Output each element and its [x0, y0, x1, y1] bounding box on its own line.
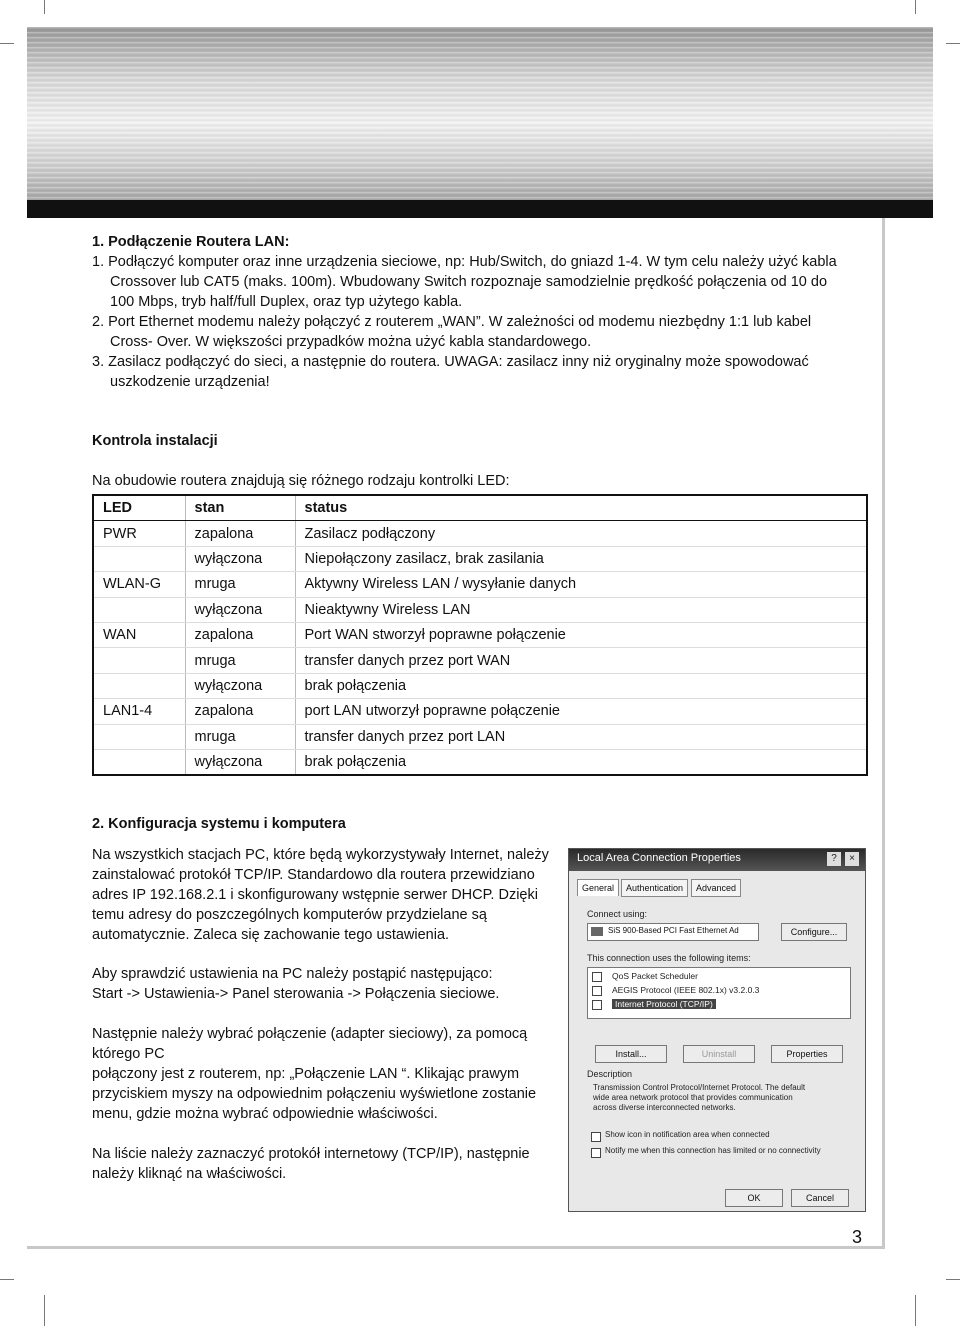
tab-authentication: Authentication [621, 879, 688, 897]
table-row [93, 699, 867, 724]
items-label: This connection uses the following items: [587, 953, 751, 963]
table-cell [93, 749, 185, 775]
table-cell: WLAN-G [93, 572, 185, 597]
properties-button: Properties [771, 1045, 843, 1063]
section2-para1-line: temu adresy do poszczególnych komputerów przydzielane są [92, 907, 487, 923]
table-cell: Port WAN stworzył poprawne połączenie [295, 622, 867, 647]
section1-line: 100 Mbps, tryb half/full Duplex, oraz typ użytego kabla. [110, 294, 463, 310]
crop-mark [946, 43, 960, 44]
section2-heading: 2. Konfiguracja systemu i komputera [92, 816, 346, 832]
table-cell: brak połączenia [295, 673, 867, 698]
configure-button: Configure... [781, 923, 847, 941]
crop-mark [0, 43, 14, 44]
section2-para4-line: Na liście należy zaznaczyć protokół internetowy (TCP/IP), następnie [92, 1146, 530, 1162]
section1-line: 3. Zasilacz podłączyć do sieci, a następnie do routera. UWAGA: zasilacz inny niż oryginalny może spowodować [92, 354, 809, 370]
checkbox-icon [592, 986, 602, 996]
table-cell [93, 673, 185, 698]
list-item-selected: Internet Protocol (TCP/IP) [612, 999, 716, 1009]
checkbox-icon [591, 1132, 601, 1142]
table-header-cell: status [295, 495, 867, 521]
table-cell: wyłączona [185, 673, 295, 698]
table-cell: wyłączona [185, 597, 295, 622]
description-line: across diverse interconnected networks. [593, 1103, 736, 1112]
checkbox-icon [591, 1148, 601, 1158]
uninstall-button: Uninstall [683, 1045, 755, 1063]
table-cell: brak połączenia [295, 749, 867, 775]
table-cell: transfer danych przez port LAN [295, 724, 867, 749]
table-cell: mruga [185, 648, 295, 673]
table-cell: zapalona [185, 521, 295, 546]
table-header-cell: LED [93, 495, 185, 521]
table-cell: Zasilacz podłączony [295, 521, 867, 546]
kontrola-heading: Kontrola instalacji [92, 433, 218, 449]
checkbox-icon [592, 972, 602, 982]
table-cell: mruga [185, 572, 295, 597]
led-table [92, 494, 868, 776]
section2-para3-line: którego PC [92, 1046, 165, 1062]
table-cell: zapalona [185, 699, 295, 724]
frame-right [882, 218, 885, 1248]
help-icon: ? [827, 852, 841, 866]
table-cell: Niepołączony zasilacz, brak zasilania [295, 546, 867, 571]
connection-properties-dialog [568, 848, 866, 1212]
network-card-icon [591, 927, 603, 936]
section1-line: Cross- Over. W większości przypadków można użyć kabla standardowego. [110, 334, 592, 350]
frame-bottom [27, 1246, 885, 1249]
crop-mark [0, 1279, 14, 1280]
table-row [93, 622, 867, 647]
kontrola-intro: Na obudowie routera znajdują się różnego rodzaju kontrolki LED: [92, 473, 510, 489]
table-cell: transfer danych przez port WAN [295, 648, 867, 673]
table-cell: WAN [93, 622, 185, 647]
section1-line: uszkodzenie urządzenia! [110, 374, 270, 390]
table-cell: PWR [93, 521, 185, 546]
crop-mark [915, 1295, 916, 1326]
table-cell: port LAN utworzył poprawne połączenie [295, 699, 867, 724]
crop-mark [915, 0, 916, 14]
section2-para2-line: Start -> Ustawienia-> Panel sterowania -> Połączenia sieciowe. [92, 986, 500, 1002]
crop-mark [44, 1295, 45, 1326]
connect-using-label: Connect using: [587, 909, 648, 919]
items-list [587, 967, 851, 1019]
table-row [93, 572, 867, 597]
crop-mark [44, 0, 45, 14]
close-icon: × [845, 852, 859, 866]
table-cell [93, 724, 185, 749]
section2-para1-line: automatycznie. Zaleca się zachowanie tego ustawienia. [92, 927, 450, 943]
table-row [93, 749, 867, 775]
section2-para3-line: połączony jest z routerem, np: „Połączenie LAN “. Klikając prawym [92, 1066, 520, 1082]
show-icon-option: Show icon in notification area when connected [605, 1130, 770, 1139]
ok-button: OK [725, 1189, 783, 1207]
table-row [93, 724, 867, 749]
table-row [93, 521, 867, 546]
table-cell: zapalona [185, 622, 295, 647]
checkbox-icon [592, 1000, 602, 1010]
section2-para4-line: należy kliknąć na właściwości. [92, 1166, 287, 1182]
table-cell: wyłączona [185, 749, 295, 775]
table-cell: wyłączona [185, 546, 295, 571]
table-cell [93, 648, 185, 673]
section2-para3-line: przyciskiem myszy na odpowiednim połączeniu wyświetlone zostanie [92, 1086, 537, 1102]
tab-advanced: Advanced [691, 879, 741, 897]
section1-line: 1. Podłączyć komputer oraz inne urządzenia sieciowe, np: Hub/Switch, do gniazd 1-4. W tym celu należy użyć kabla [92, 254, 837, 270]
table-row [93, 673, 867, 698]
description-line: wide area network protocol that provides communication [593, 1093, 793, 1102]
table-cell: mruga [185, 724, 295, 749]
crop-mark [946, 1279, 960, 1280]
section2-para2-line: Aby sprawdzić ustawienia na PC należy postąpić następująco: [92, 966, 493, 982]
dialog-title-bar [569, 849, 865, 871]
table-cell: Aktywny Wireless LAN / wysyłanie danych [295, 572, 867, 597]
section1-line: 2. Port Ethernet modemu należy połączyć z routerem „WAN”. W zależności od modemu niezbędny 1:1 lub kabel [92, 314, 812, 330]
table-row [93, 546, 867, 571]
section2-para3-line: menu, gdzie można wybrać odpowiednie właściwości. [92, 1106, 438, 1122]
adapter-name: SiS 900-Based PCI Fast Ethernet Ad [608, 926, 739, 935]
cancel-button: Cancel [791, 1189, 849, 1207]
section2-para3-line: Następnie należy wybrać połączenie (adapter sieciowy), za pomocą [92, 1026, 528, 1042]
list-item: QoS Packet Scheduler [612, 971, 698, 981]
table-row [93, 648, 867, 673]
table-header-cell: stan [185, 495, 295, 521]
dialog-title: Local Area Connection Properties [577, 852, 741, 864]
section2-para1-line: Na wszystkich stacjach PC, które będą wykorzystywały Internet, należy [92, 847, 549, 863]
table-header-row [93, 495, 867, 521]
table-cell: Nieaktywny Wireless LAN [295, 597, 867, 622]
table-cell: LAN1-4 [93, 699, 185, 724]
description-label: Description [587, 1069, 633, 1079]
table-cell [93, 546, 185, 571]
adapter-field [587, 923, 759, 941]
table-cell [93, 597, 185, 622]
section1-heading: 1. Podłączenie Routera LAN: [92, 234, 290, 250]
tab-general: General [577, 879, 619, 896]
header-banner [27, 27, 933, 200]
notify-option: Notify me when this connection has limited or no connectivity [605, 1146, 821, 1155]
section2-para1-line: adres IP 192.168.2.1 i skonfigurowany wstępnie serwer DHCP. Dzięki [92, 887, 538, 903]
table-row [93, 597, 867, 622]
install-button: Install... [595, 1045, 667, 1063]
section1-line: Crossover lub CAT5 (maks. 100m). Wbudowany Switch rozpoznaje samodzielnie prędkość połączenia od 10 do [110, 274, 828, 290]
page-number: 3 [852, 1227, 863, 1247]
section2-para1-line: zainstalować protokół TCP/IP. Standardowo dla routera przewidziano [92, 867, 535, 883]
description-line: Transmission Control Protocol/Internet Protocol. The default [593, 1083, 806, 1092]
header-bar [27, 200, 933, 218]
list-item: AEGIS Protocol (IEEE 802.1x) v3.2.0.3 [612, 985, 760, 995]
